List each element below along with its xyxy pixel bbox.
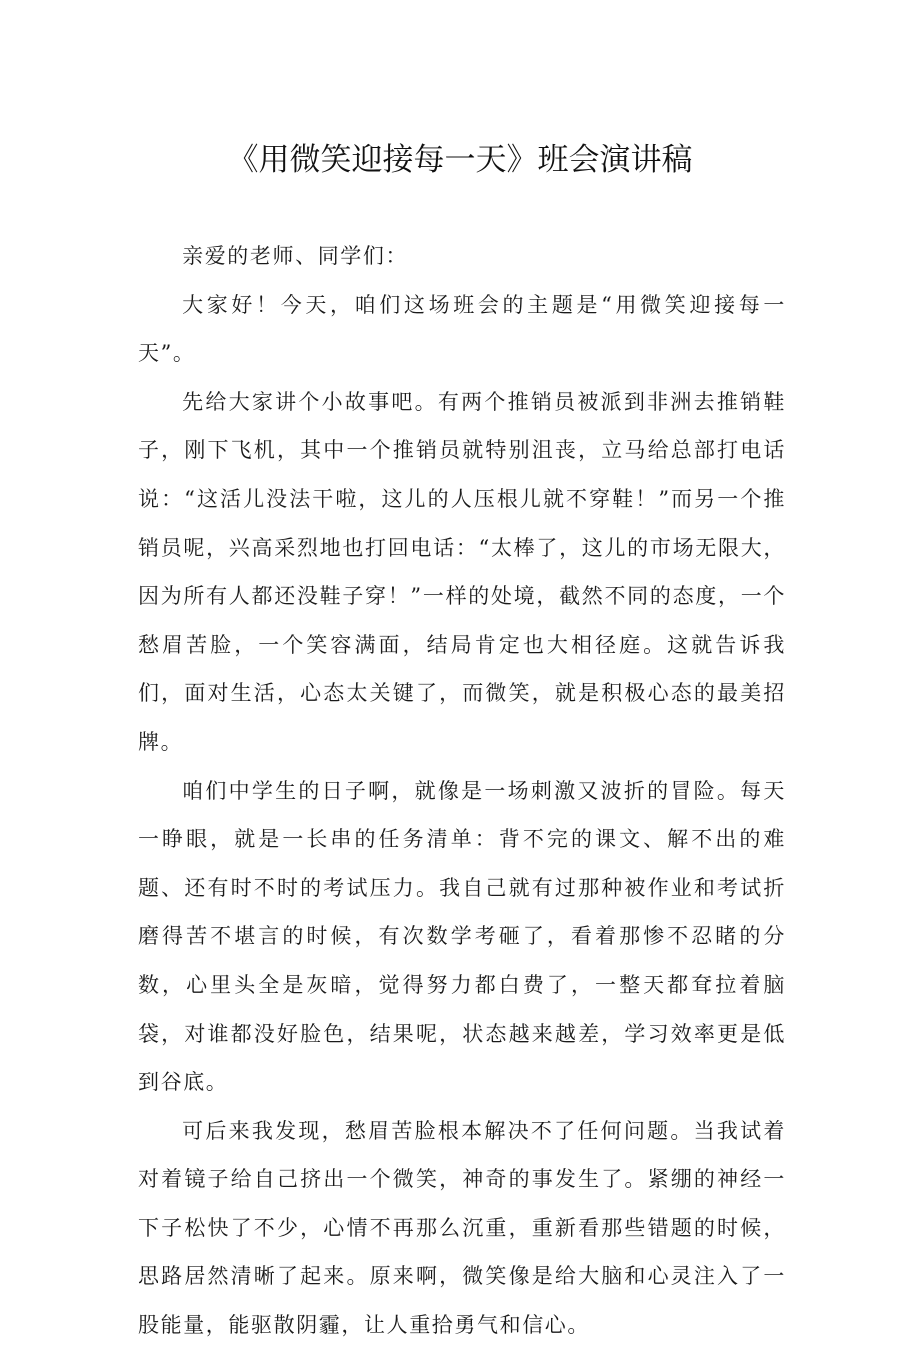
paragraph-student-life: 咱们中学生的日子啊，就像是一场刺激又波折的冒险。每天一睁眼，就是一长串的任务清单：背不完的课文、解不出的难题、还有时不时的考试压力。我自己就有过那种被作业和考试折磨得苦不堪言的时候，有次数学考砸了，看着那惨不忍睹的分数，心里头全是灰暗，觉得努力都白费了，一整天都耷拉着脑袋，对谁都没好脸色，结果呢，状态越来越差，学习效率更是低到谷底。	[138, 778, 786, 1095]
paragraph-greeting: 大家好！今天，咱们这场班会的主题是“用微笑迎接每一天”。	[138, 292, 786, 366]
paragraph-salutation: 亲爱的老师、同学们：	[182, 244, 409, 268]
document-title: 《用微笑迎接每一天》班会演讲稿	[227, 142, 693, 178]
paragraph-smile-discovery: 可后来我发现，愁眉苦脸根本解决不了任何问题。当我试着对着镜子给自己挤出一个微笑，神奇的事发生了。紧绷的神经一下子松快了不少，心情不再那么沉重，重新看那些错题的时候，思路居然清晰了起来。原来啊，微笑像是给大脑和心灵注入了一股能量，能驱散阴霾，让人重拾勇气和信心。	[138, 1118, 786, 1338]
paragraph-story: 先给大家讲个小故事吧。有两个推销员被派到非洲去推销鞋子，刚下飞机，其中一个推销员就特别沮丧，立马给总部打电话说：“这活儿没法干啦，这儿的人压根儿就不穿鞋！”而另一个推销员呢，兴高采烈地也打回电话：“太棒了，这儿的市场无限大，因为所有人都还没鞋子穿！”一样的处境，截然不同的态度，一个愁眉苦脸，一个笑容满面，结局肯定也大相径庭。这就告诉我们，面对生活，心态太关键了，而微笑，就是积极心态的最美招牌。	[138, 389, 786, 754]
document-body	[138, 232, 786, 1350]
